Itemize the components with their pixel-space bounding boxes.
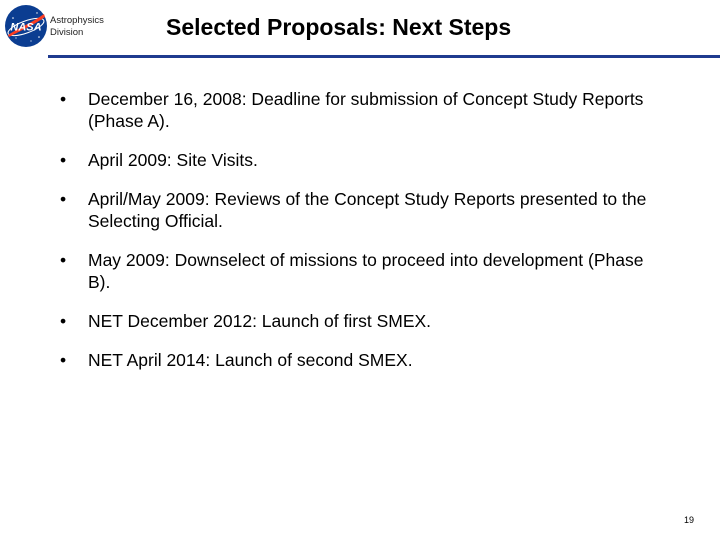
bullet-text: April/May 2009: Reviews of the Concept Study Reports presented to the Selecting Official.	[88, 189, 647, 231]
bullet-item	[60, 88, 660, 132]
bullet-dot-icon: •	[60, 311, 67, 331]
bullet-item	[60, 349, 660, 371]
nasa-logo	[4, 4, 48, 48]
header-divider	[48, 55, 720, 58]
slide-header	[0, 0, 720, 62]
bullet-dot-icon: •	[60, 150, 67, 170]
bullet-dot-icon: •	[60, 89, 67, 109]
bullet-dot-icon: •	[60, 350, 67, 370]
bullet-text: December 16, 2008: Deadline for submission of Concept Study Reports (Phase A).	[88, 89, 644, 131]
division-line-1: Astrophysics	[50, 15, 104, 26]
bullet-text: May 2009: Downselect of missions to proceed into development (Phase B).	[88, 250, 644, 292]
division-label	[50, 15, 104, 39]
bullet-list	[60, 88, 660, 388]
bullet-item	[60, 310, 660, 332]
bullet-text: NET April 2014: Launch of second SMEX.	[88, 350, 413, 370]
page-number: 19	[683, 515, 694, 525]
bullet-dot-icon: •	[60, 250, 67, 270]
bullet-item	[60, 249, 660, 293]
division-line-2: Division	[50, 27, 84, 38]
slide-title: Selected Proposals: Next Steps	[166, 14, 512, 40]
logo-text: NASA	[10, 21, 42, 34]
bullet-item	[60, 188, 660, 232]
bullet-dot-icon: •	[60, 189, 67, 209]
bullet-text: NET December 2012: Launch of first SMEX.	[88, 311, 432, 331]
bullet-text: April 2009: Site Visits.	[88, 150, 258, 170]
bullet-item	[60, 149, 660, 171]
